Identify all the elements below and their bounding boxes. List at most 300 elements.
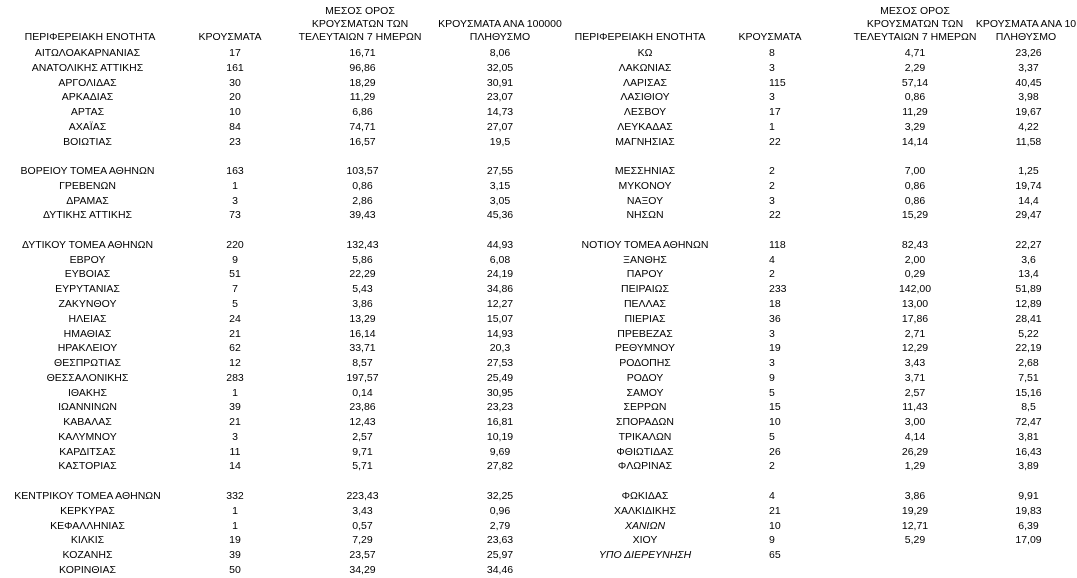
cases-cell: 20 [229, 91, 241, 104]
table-row [540, 179, 1077, 194]
region-cell: ΘΕΣΠΡΩΤΙΑΣ [54, 357, 121, 370]
avg-7-days-cell: 12,29 [901, 342, 929, 355]
region-cell: ΦΩΚΙΔΑΣ [621, 489, 669, 502]
avg-7-days-cell: 3,71 [904, 371, 926, 384]
cases-cell: 8 [769, 47, 775, 59]
cases-cell: 21 [229, 416, 241, 429]
header-region: ΠΕΡΙΦΕΡΕΙΑΚΗ ΕΝΟΤΗΤΑ [574, 31, 706, 43]
avg-7-days-cell: 3,86 [352, 298, 373, 311]
per-100000-cell: 32,25 [486, 489, 514, 502]
region-cell: ΦΛΩΡΙΝΑΣ [617, 460, 673, 473]
per-100000-cell: 4,22 [1018, 120, 1039, 133]
avg-7-days-cell: 15,29 [901, 209, 929, 222]
per-100000-cell: 11,58 [1015, 135, 1042, 148]
per-100000-cell: 0,96 [489, 504, 511, 517]
region-cell: ΚΕΦΑΛΛΗΝΙΑΣ [50, 519, 125, 532]
region-cell: ΠΑΡΟΥ [626, 268, 664, 281]
avg-7-days-cell: 11,29 [902, 106, 928, 119]
table-row [540, 533, 1077, 548]
cases-cell: 65 [769, 549, 781, 562]
region-cell: ΡΕΘΥΜΝΟΥ [614, 342, 675, 355]
cases-cell: 10 [769, 519, 781, 532]
cases-cell: 3 [769, 91, 775, 104]
cases-cell: 1 [769, 120, 775, 133]
per-100000-cell: 45,36 [486, 209, 514, 222]
per-100000-cell: 14,93 [486, 327, 514, 340]
cases-cell: 22 [769, 135, 781, 148]
region-cell: ΡΟΔΟΥ [626, 371, 664, 384]
region-cell: ΜΑΓΝΗΣΙΑΣ [615, 135, 675, 148]
cases-cell: 30 [229, 76, 241, 89]
region-cell: ΝΑΞΟΥ [626, 194, 664, 207]
avg-7-days-cell: 0,86 [904, 179, 926, 192]
table-row [540, 135, 1077, 150]
cases-cell: 4 [769, 489, 775, 502]
table-row [540, 400, 1077, 415]
table-row [0, 341, 540, 356]
avg-7-days-cell: 5,86 [352, 253, 373, 266]
per-100000-cell: 16,43 [1015, 445, 1042, 458]
cases-cell: 3 [232, 430, 238, 443]
table-row [0, 46, 540, 61]
region-cell: ΠΡΕΒΕΖΑΣ [617, 327, 673, 340]
region-cell: ΑΙΤΩΛΟΑΚΑΡΝΑΝΙΑΣ [34, 47, 141, 59]
table-row [540, 415, 1077, 430]
cases-cell: 161 [226, 61, 244, 74]
per-100000-cell: 6,08 [489, 253, 511, 266]
cases-cell: 50 [229, 563, 241, 576]
avg-7-days-cell: 0,86 [352, 179, 373, 192]
cases-cell: 1 [232, 519, 238, 532]
table-row [0, 179, 540, 194]
region-cell: ΔΥΤΙΚΟΥ ΤΟΜΕΑ ΑΘΗΝΩΝ [21, 238, 154, 251]
cases-cell: 14 [229, 460, 241, 473]
table-row [0, 90, 540, 105]
per-100000-cell: 7,51 [1018, 371, 1039, 384]
table-row [0, 371, 540, 386]
per-100000-cell: 23,26 [1015, 47, 1042, 59]
table-row [540, 297, 1077, 312]
table-row [540, 459, 1077, 474]
cases-cell: 17 [229, 47, 241, 59]
table-row [540, 267, 1077, 282]
region-cell: ΡΟΔΟΠΗΣ [619, 357, 671, 370]
region-cell: ΥΠΟ ΔΙΕΡΕΥΝΗΣΗ [598, 549, 692, 562]
cases-cell: 26 [769, 445, 781, 458]
avg-7-days-cell: 8,57 [352, 357, 373, 370]
avg-7-days-cell: 0,86 [904, 194, 926, 207]
per-100000-cell: 23,23 [486, 401, 514, 414]
avg-7-days-cell: 57,14 [901, 76, 929, 89]
cases-cell: 5 [232, 298, 238, 311]
region-cell: ΗΡΑΚΛΕΙΟΥ [57, 342, 118, 355]
avg-7-days-cell: 82,43 [901, 238, 929, 251]
cases-cell: 2 [769, 165, 775, 178]
per-100000-cell: 8,5 [1021, 401, 1036, 414]
table-row [0, 312, 540, 327]
cases-cell: 12 [229, 357, 241, 370]
region-cell: ΛΑΣΙΘΙΟΥ [620, 91, 670, 104]
table-row [0, 327, 540, 342]
table-row [540, 312, 1077, 327]
per-100000-cell: 25,49 [486, 371, 514, 384]
table-row [540, 238, 1077, 253]
avg-7-days-cell: 6,86 [352, 106, 373, 119]
table-row [0, 164, 540, 179]
table-row [0, 430, 540, 445]
table-row [0, 386, 540, 401]
region-cell: ΒΟΙΩΤΙΑΣ [63, 135, 112, 148]
cases-cell: 11 [229, 445, 241, 458]
avg-7-days-cell: 39,43 [349, 209, 376, 222]
cases-cell: 3 [769, 194, 775, 207]
per-100000-cell: 19,67 [1015, 106, 1042, 119]
region-cell: ΔΡΑΜΑΣ [66, 194, 109, 207]
table-row [0, 61, 540, 76]
region-cell: ΣΕΡΡΩΝ [623, 401, 667, 414]
cases-cell: 2 [769, 179, 775, 192]
avg-7-days-cell: 3,86 [904, 489, 926, 502]
table-row [540, 548, 1077, 563]
region-cell: ΖΑΚΥΝΘΟΥ [58, 298, 117, 311]
table-row [0, 415, 540, 430]
avg-7-days-cell: 5,29 [904, 534, 926, 547]
cases-cell: 4 [769, 253, 775, 266]
avg-7-days-cell: 5,71 [352, 460, 373, 473]
cases-cell: 118 [769, 238, 786, 251]
per-100000-cell: 9,91 [1018, 489, 1039, 502]
cases-cell: 283 [226, 371, 244, 384]
cases-cell: 9 [232, 253, 238, 266]
per-100000-cell: 3,81 [1018, 430, 1039, 443]
per-100000-cell: 5,22 [1018, 327, 1039, 340]
avg-7-days-cell: 16,57 [349, 135, 376, 148]
table-row [0, 533, 540, 548]
cases-cell: 51 [229, 268, 241, 281]
cases-cell: 73 [229, 209, 241, 222]
per-100000-cell: 14,4 [1018, 194, 1039, 207]
region-cell: ΛΕΥΚΑΔΑΣ [617, 120, 673, 133]
cases-cell: 3 [769, 357, 775, 370]
avg-7-days-cell: 7,00 [904, 165, 926, 178]
table-row [540, 371, 1077, 386]
avg-7-days-cell: 13,00 [901, 298, 929, 311]
per-100000-cell: 2,68 [1018, 357, 1039, 370]
cases-cell: 84 [229, 120, 241, 133]
avg-7-days-cell: 2,57 [352, 430, 373, 443]
avg-7-days-cell: 2,00 [904, 253, 926, 266]
right-table-body [540, 46, 1077, 563]
cases-cell: 9 [769, 534, 775, 547]
cases-cell: 163 [226, 165, 244, 178]
per-100000-cell: 72,47 [1015, 416, 1042, 429]
per-100000-cell: 1,25 [1018, 165, 1039, 178]
cases-cell: 115 [769, 76, 786, 89]
cases-cell: 2 [769, 460, 775, 473]
per-100000-cell: 19,5 [489, 135, 511, 148]
table-row [0, 120, 540, 135]
per-100000-cell: 10,19 [486, 430, 514, 443]
cases-cell: 332 [226, 489, 244, 502]
table-row [0, 489, 540, 504]
cases-cell: 22 [769, 209, 781, 222]
cases-cell: 1 [232, 504, 238, 517]
region-cell: ΚΙΛΚΙΣ [70, 534, 105, 547]
avg-7-days-cell: 16,71 [349, 47, 376, 59]
per-100000-cell: 32,05 [486, 61, 514, 74]
per-100000-cell: 24,19 [486, 268, 514, 281]
region-cell: ΜΥΚΟΝΟΥ [618, 179, 672, 192]
region-cell: ΚΕΝΤΡΙΚΟΥ ΤΟΜΕΑ ΑΘΗΝΩΝ [14, 489, 161, 502]
region-cell: ΜΕΣΣΗΝΙΑΣ [614, 165, 676, 178]
avg-7-days-cell: 3,43 [904, 357, 926, 370]
per-100000-cell: 3,15 [489, 179, 511, 192]
avg-7-days-cell: 4,71 [904, 47, 926, 59]
per-100000-cell: 6,39 [1018, 519, 1039, 532]
region-cell: ΚΑΒΑΛΑΣ [63, 416, 112, 429]
avg-7-days-cell: 103,57 [346, 165, 379, 178]
table-row [540, 120, 1077, 135]
cases-cell: 3 [232, 194, 238, 207]
table-row [0, 519, 540, 534]
cases-cell: 10 [229, 106, 241, 119]
region-cell: ΘΕΣΣΑΛΟΝΙΚΗΣ [46, 371, 129, 384]
avg-7-days-cell: 34,29 [349, 563, 376, 576]
avg-7-days-cell: 14,14 [901, 135, 929, 148]
per-100000-cell: 27,55 [486, 165, 514, 178]
header-cases: ΚΡΟΥΣΜΑΤΑ [738, 31, 802, 43]
per-100000-cell: 19,83 [1015, 504, 1042, 517]
region-cell: ΔΥΤΙΚΗΣ ΑΤΤΙΚΗΣ [42, 209, 133, 222]
avg-7-days-cell: 2,86 [352, 194, 373, 207]
cases-cell: 23 [229, 135, 241, 148]
avg-7-days-cell: 11,43 [902, 401, 928, 414]
table-row [0, 253, 540, 268]
cases-cell: 19 [229, 534, 241, 547]
region-cell: ΠΙΕΡΙΑΣ [624, 312, 666, 325]
table-row [0, 105, 540, 120]
region-cell: ΠΕΙΡΑΙΩΣ [621, 283, 669, 296]
table-row [0, 459, 540, 474]
region-cell: ΛΕΣΒΟΥ [623, 106, 667, 119]
per-100000-cell: 3,05 [489, 194, 511, 207]
cases-cell: 1 [232, 179, 238, 192]
region-cell: ΛΑΚΩΝΙΑΣ [618, 61, 672, 74]
cases-cell: 5 [769, 430, 775, 443]
avg-7-days-cell: 2,57 [904, 386, 926, 399]
cases-cell: 1 [232, 386, 238, 399]
region-cell: ΤΡΙΚΑΛΩΝ [618, 430, 672, 443]
avg-7-days-cell: 0,86 [904, 91, 926, 104]
table-row [0, 194, 540, 209]
per-100000-cell: 29,47 [1015, 209, 1042, 222]
per-100000-cell: 28,41 [1015, 312, 1042, 325]
table-row [540, 90, 1077, 105]
avg-7-days-cell: 223,43 [346, 489, 379, 502]
cases-cell: 5 [769, 386, 775, 399]
per-100000-cell: 30,95 [486, 386, 514, 399]
per-100000-cell: 14,73 [486, 106, 514, 119]
region-cell: ΚΑΡΔΙΤΣΑΣ [59, 445, 116, 458]
table-row [0, 238, 540, 253]
region-cell: ΦΘΙΩΤΙΔΑΣ [616, 445, 674, 458]
table-row [0, 135, 540, 150]
per-100000-cell: 15,16 [1015, 386, 1042, 399]
region-cell: ΠΕΛΛΑΣ [623, 298, 667, 311]
avg-7-days-cell: 13,29 [349, 312, 376, 325]
avg-7-days-cell: 7,29 [352, 534, 373, 547]
avg-7-days-cell: 11,29 [349, 91, 376, 104]
avg-7-days-cell: 132,43 [346, 238, 379, 251]
avg-7-days-cell: 23,57 [349, 549, 376, 562]
table-row [540, 208, 1077, 223]
cases-cell: 2 [769, 268, 775, 281]
avg-7-days-cell: 18,29 [349, 76, 376, 89]
region-cell: ΚΑΣΤΟΡΙΑΣ [58, 460, 117, 473]
avg-7-days-cell: 5,43 [352, 283, 373, 296]
cases-cell: 233 [769, 283, 787, 296]
cases-cell: 17 [769, 106, 781, 119]
cases-cell: 24 [229, 312, 241, 325]
header-avg-7-days: ΜΕΣΟΣ ΟΡΟΣ ΚΡΟΥΣΜΑΤΩΝ ΤΩΝ ΤΕΛΕΥΤΑΙΩΝ 7 ΗΜΕΡΩΝ [298, 5, 422, 43]
avg-7-days-cell: 33,71 [349, 342, 376, 355]
per-100000-cell: 3,89 [1018, 460, 1039, 473]
table-row [0, 445, 540, 460]
table-row [0, 356, 540, 371]
per-100000-cell: 27,53 [486, 357, 514, 370]
per-100000-cell: 17,09 [1015, 534, 1042, 547]
table-row [540, 327, 1077, 342]
region-cell: ΓΡΕΒΕΝΩΝ [59, 179, 116, 192]
avg-7-days-cell: 26,29 [901, 445, 929, 458]
region-cell: ΚΩ [637, 47, 653, 59]
cases-cell: 39 [229, 401, 241, 414]
right-table-header [540, 2, 1077, 44]
region-cell: ΕΥΡΥΤΑΝΙΑΣ [55, 283, 120, 296]
table-row [540, 489, 1077, 504]
table-row [0, 282, 540, 297]
region-cell: ΑΝΑΤΟΛΙΚΗΣ ΑΤΤΙΚΗΣ [31, 61, 144, 74]
region-cell: ΙΩΑΝΝΙΝΩΝ [58, 401, 117, 414]
per-100000-cell: 51,89 [1015, 283, 1042, 296]
per-100000-cell: 44,93 [486, 238, 514, 251]
avg-7-days-cell: 23,86 [349, 401, 376, 414]
header-per-100000: ΚΡΟΥΣΜΑΤΑ ΑΝΑ 100000 ΠΛΗΘΥΣΜΟ [438, 18, 562, 43]
region-cell: ΑΡΓΟΛΙΔΑΣ [58, 76, 117, 89]
per-100000-cell: 25,97 [486, 549, 514, 562]
cases-cell: 3 [769, 61, 775, 74]
region-cell: ΕΒΡΟΥ [69, 253, 106, 266]
cases-cell: 3 [769, 327, 775, 340]
region-cell: ΑΡΚΑΔΙΑΣ [61, 91, 114, 104]
region-cell: ΧΑΝΙΩΝ [624, 519, 666, 532]
region-cell: ΝΟΤΙΟΥ ΤΟΜΕΑ ΑΘΗΝΩΝ [581, 238, 709, 251]
region-cell: ΚΕΡΚΥΡΑΣ [60, 504, 115, 517]
table-row [0, 504, 540, 519]
header-cases: ΚΡΟΥΣΜΑΤΑ [198, 31, 262, 43]
avg-7-days-cell: 3,43 [352, 504, 373, 517]
per-100000-cell: 16,81 [486, 416, 514, 429]
per-100000-cell: 12,89 [1015, 298, 1042, 311]
table-row [540, 76, 1077, 91]
avg-7-days-cell: 22,29 [349, 268, 376, 281]
avg-7-days-cell: 16,14 [349, 327, 376, 340]
avg-7-days-cell: 96,86 [349, 61, 376, 74]
region-cell: ΚΑΛΥΜΝΟΥ [58, 430, 117, 443]
left-table-body [0, 46, 540, 578]
avg-7-days-cell: 0,57 [352, 519, 373, 532]
header-region: ΠΕΡΙΦΕΡΕΙΑΚΗ ΕΝΟΤΗΤΑ [24, 31, 156, 43]
avg-7-days-cell: 4,14 [904, 430, 926, 443]
per-100000-cell: 34,86 [486, 283, 514, 296]
cases-cell: 19 [769, 342, 781, 355]
table-row [0, 208, 540, 223]
cases-cell: 21 [229, 327, 241, 340]
header-avg-7-days: ΜΕΣΟΣ ΟΡΟΣ ΚΡΟΥΣΜΑΤΩΝ ΤΩΝ ΤΕΛΕΥΤΑΙΩΝ 7 ΗΜΕΡΩΝ [853, 5, 977, 43]
avg-7-days-cell: 74,71 [349, 120, 376, 133]
region-cell: ΣΑΜΟΥ [626, 386, 664, 399]
avg-7-days-cell: 1,29 [904, 460, 926, 473]
avg-7-days-cell: 12,71 [901, 519, 929, 532]
avg-7-days-cell: 3,29 [904, 120, 926, 133]
avg-7-days-cell: 0,29 [904, 268, 926, 281]
table-row [540, 445, 1077, 460]
per-100000-cell: 20,3 [489, 342, 511, 355]
table-row [540, 253, 1077, 268]
per-100000-cell: 23,07 [486, 91, 514, 104]
per-100000-cell: 27,07 [486, 120, 514, 133]
avg-7-days-cell: 9,71 [352, 445, 373, 458]
per-100000-cell: 3,37 [1018, 61, 1039, 74]
region-cell: ΞΑΝΘΗΣ [623, 253, 667, 266]
table-row [0, 297, 540, 312]
table-row [540, 194, 1077, 209]
table-row [540, 282, 1077, 297]
table-row [0, 267, 540, 282]
cases-cell: 39 [229, 549, 241, 562]
table-row [540, 46, 1077, 61]
avg-7-days-cell: 19,29 [901, 504, 929, 517]
region-cell: ΕΥΒΟΙΑΣ [64, 268, 111, 281]
cases-cell: 15 [769, 401, 781, 414]
avg-7-days-cell: 0,14 [352, 386, 373, 399]
table-row [0, 548, 540, 563]
cases-cell: 7 [232, 283, 238, 296]
per-100000-cell: 40,45 [1015, 76, 1042, 89]
table-row [540, 504, 1077, 519]
region-cell: ΧΑΛΚΙΔΙΚΗΣ [614, 504, 676, 517]
cases-cell: 9 [769, 371, 775, 384]
per-100000-cell: 13,4 [1018, 268, 1039, 281]
per-100000-cell: 30,91 [486, 76, 514, 89]
table-row [540, 430, 1077, 445]
table-row [0, 76, 540, 91]
cases-cell: 36 [769, 312, 781, 325]
table-row [540, 356, 1077, 371]
region-cell: ΛΑΡΙΣΑΣ [623, 76, 667, 89]
per-100000-cell: 3,6 [1021, 253, 1036, 266]
avg-7-days-cell: 12,43 [349, 416, 376, 429]
table-row [0, 400, 540, 415]
region-cell: ΝΗΣΩΝ [626, 209, 664, 222]
region-cell: ΧΙΟΥ [632, 534, 658, 547]
region-cell: ΗΛΕΙΑΣ [68, 312, 107, 325]
cases-cell: 220 [226, 238, 244, 251]
region-cell: ΒΟΡΕΙΟΥ ΤΟΜΕΑ ΑΘΗΝΩΝ [20, 165, 155, 178]
avg-7-days-cell: 197,57 [346, 371, 379, 384]
cases-cell: 10 [769, 416, 781, 429]
per-100000-cell: 9,69 [489, 445, 511, 458]
